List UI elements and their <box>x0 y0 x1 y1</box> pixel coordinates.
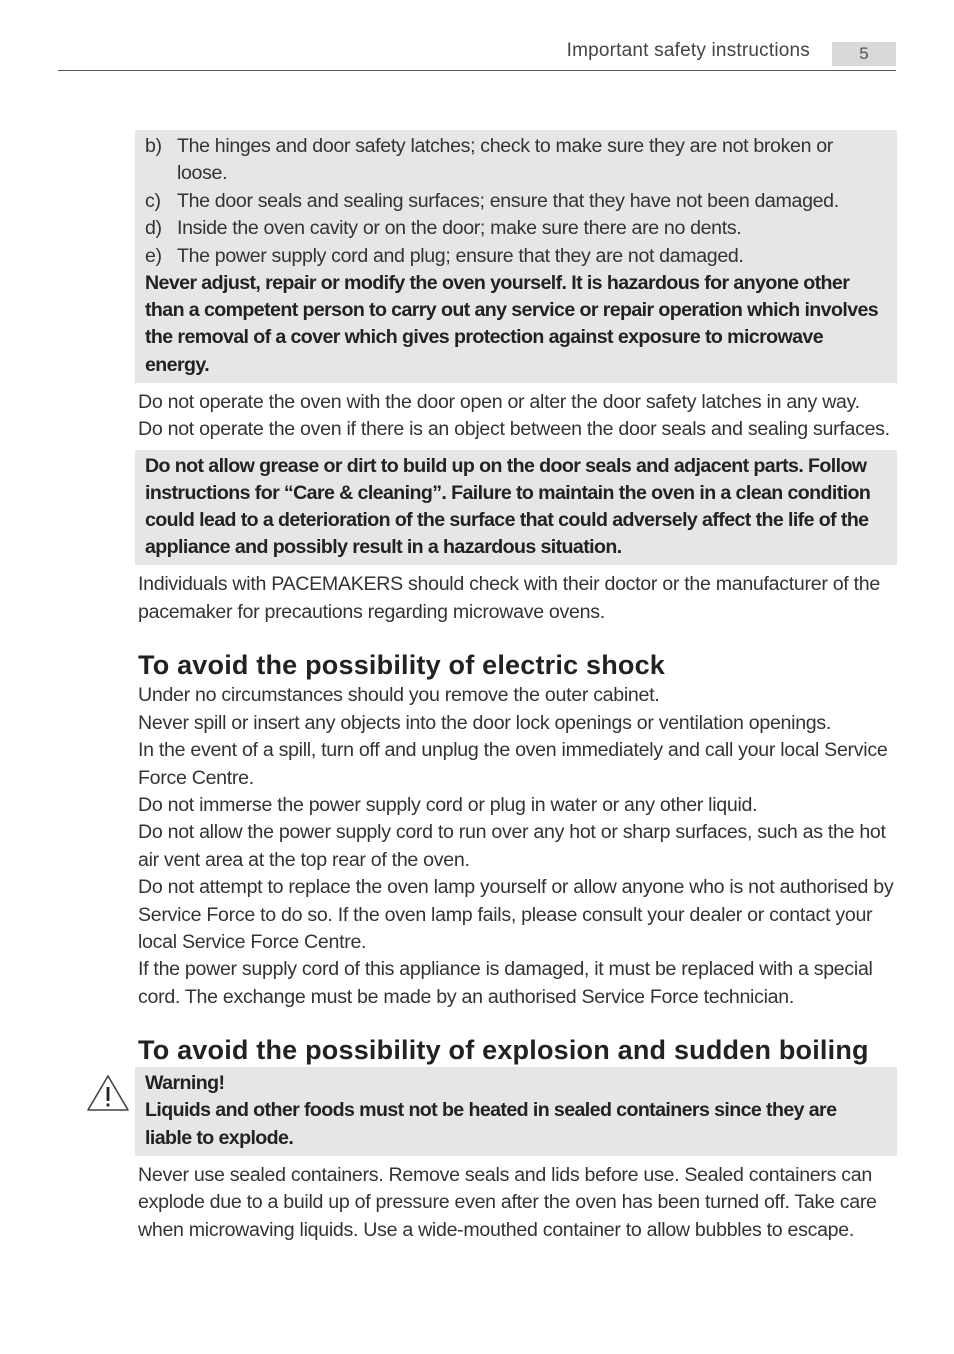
page-number: 5 <box>832 42 896 66</box>
paragraph-sealed-containers: Never use sealed containers. Remove seals and lids before use. Sealed containers can explode due to a build up of pressure even after the oven has been turned off. Take care when microwaving liquids. Use a wide-mouthed container to allow bubbles to escape. <box>138 1163 877 1241</box>
heading-explosion: To avoid the possibility of explosion and sudden boiling <box>138 1035 869 1066</box>
list-item: b) The hinges and door safety latches; check to make sure they are not broken or loose. <box>145 135 833 185</box>
cleaning-warning: Do not allow grease or dirt to build up on the door seals and adjacent parts. Follow instructions for “Care & cleaning”. Failure to maintain the oven in a clean condition could lead to a deterioration of the surface that could adversely affect the life of the appliance and possibly result in a hazardous situation. <box>145 454 871 559</box>
paragraph-shock: Do not attempt to replace the oven lamp yourself or allow anyone who is not authorised by Service Force to do so. If the oven lamp fails, please consult your dealer or contact your local Service Force Centre. <box>138 876 894 953</box>
page-header <box>58 36 896 71</box>
explosion-warning <box>135 1067 897 1156</box>
explosion-warning-box <box>135 1067 897 1156</box>
heading-electric-shock: To avoid the possibility of electric shock <box>138 650 666 681</box>
warning-title: Warning! <box>145 1072 225 1095</box>
list-item: d) Inside the oven cavity or on the door; make sure there are no dents. <box>145 217 742 240</box>
list-item: e) The power supply cord and plug; ensure that they are not damaged. <box>145 244 744 267</box>
paragraph-shock: Under no circumstances should you remove the outer cabinet. <box>138 684 660 707</box>
paragraph-shock: Do not immerse the power supply cord or plug in water or any other liquid. <box>138 793 758 816</box>
list-item: c) The door seals and sealing surfaces; ensure that they have not been damaged. <box>145 189 839 212</box>
paragraph-door-object: Do not operate the oven if there is an object between the door seals and sealing surfaces. <box>138 418 890 441</box>
paragraph-shock: Never spill or insert any objects into the door lock openings or ventilation openings. <box>138 711 832 734</box>
paragraph-shock: Do not allow the power supply cord to run over any hot or sharp surfaces, such as the hot air vent area at the top rear of the oven. <box>138 821 886 871</box>
page-content <box>135 130 897 1244</box>
paragraph-pacemakers: Individuals with PACEMAKERS should check with their doctor or the manufacturer of the pacemaker for precautions regarding microwave ovens. <box>138 573 880 623</box>
warning-triangle-icon <box>85 1073 131 1113</box>
cleaning-box <box>135 450 897 566</box>
paragraph-door-open: Do not operate the oven with the door open or alter the door safety latches in any way. <box>138 390 860 413</box>
inspection-box <box>135 130 897 383</box>
paragraph-shock: If the power supply cord of this appliance is damaged, it must be replaced with a special cord. The exchange must be made by an authorised Service Force technician. <box>138 958 873 1008</box>
repair-warning: Never adjust, repair or modify the oven yourself. It is hazardous for anyone other than a competent person to carry out any service or repair operation which involves the removal of a cover which gives protection against exposure to microwave energy. <box>145 272 879 376</box>
paragraph-shock: In the event of a spill, turn off and unplug the oven immediately and call your local Service Force Centre. <box>138 739 888 789</box>
warning-text: Liquids and other foods must not be heated in sealed containers since they are liable to explode. <box>145 1099 837 1149</box>
header-title: Important safety instructions <box>566 40 810 61</box>
